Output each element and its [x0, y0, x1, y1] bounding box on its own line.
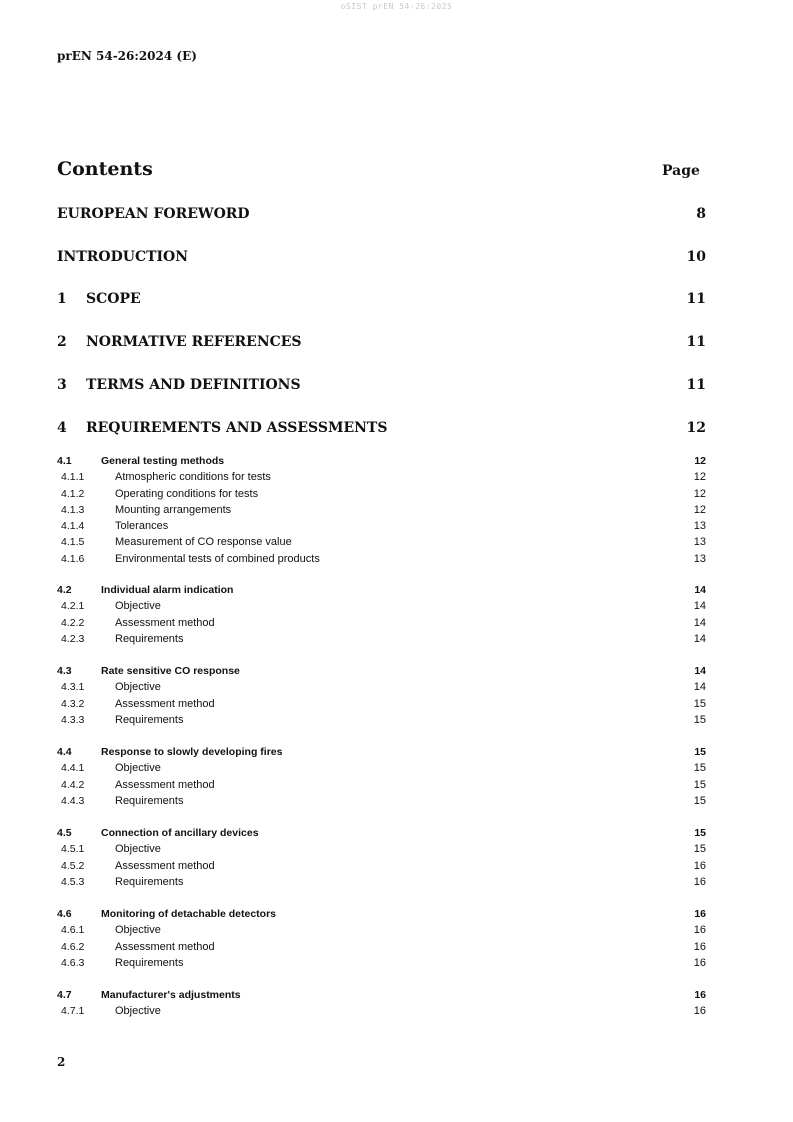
toc-section [57, 663, 706, 728]
toc-entry-number: 4.3.3 [61, 713, 85, 726]
toc-entry-level1[interactable] [57, 204, 706, 224]
toc-entry-level3[interactable] [57, 469, 706, 485]
toc-entry-page: 15 [694, 746, 706, 758]
toc-entry-level3[interactable] [57, 939, 706, 955]
toc-entry-title: Assessment method [115, 616, 215, 629]
toc-entry-title: REQUIREMENTS AND ASSESSMENTS [86, 420, 388, 436]
toc-entry-title: Objective [115, 924, 161, 937]
toc-entry-page: 14 [693, 616, 706, 629]
toc-entry-page: 15 [693, 713, 706, 726]
toc-entry-level2[interactable] [57, 582, 706, 598]
toc-entry-number: 4.5.3 [61, 875, 85, 888]
toc-entry-title: Manufacturer's adjustments [101, 989, 241, 1001]
toc-entry-number: 4.6.1 [61, 924, 85, 937]
toc-entry-page: 14 [694, 665, 706, 677]
toc-entry-level3[interactable] [57, 955, 706, 971]
toc-entry-title: Tolerances [115, 520, 169, 533]
toc-entry-level1[interactable] [57, 247, 706, 267]
toc-entry-number: 4.1.5 [61, 536, 85, 549]
toc-entry-page: 15 [693, 843, 706, 856]
toc-entry-page: 12 [686, 420, 706, 436]
toc-entry-level3[interactable] [57, 486, 706, 502]
toc-entry-title: Objective [115, 762, 161, 775]
toc-entry-page: 12 [693, 471, 706, 484]
toc-entry-level3[interactable] [57, 534, 706, 550]
toc-entry-page: 12 [693, 503, 706, 516]
toc-entry-level3[interactable] [57, 631, 706, 647]
toc-entry-title: Operating conditions for tests [115, 487, 259, 500]
toc-section [57, 582, 706, 647]
toc-entry-page: 12 [694, 455, 706, 467]
toc-entry-number: 4.3.2 [61, 697, 85, 710]
toc-entry-title: Assessment method [115, 940, 215, 953]
toc-entry-title: Connection of ancillary devices [101, 827, 259, 839]
toc-entry-number: 4.4.3 [61, 794, 85, 807]
toc-entry-page: 11 [686, 291, 706, 307]
toc-entry-level1[interactable] [57, 375, 706, 395]
toc-entry-level1[interactable] [57, 289, 706, 309]
toc-entry-number: 4.2.1 [61, 600, 85, 613]
toc-entry-page: 15 [693, 794, 706, 807]
toc-entry-title: Monitoring of detachable detectors [101, 908, 277, 920]
toc-entry-number: 4.1.1 [61, 471, 85, 484]
toc-entry-number: 4.3 [57, 665, 72, 677]
toc-entry-page: 14 [693, 600, 706, 613]
toc-entry-page: 11 [686, 377, 706, 393]
toc-entry-level2[interactable] [57, 453, 706, 469]
toc-entry-page: 14 [694, 584, 706, 596]
toc-entry-number: 4.6 [57, 908, 72, 920]
toc-section [57, 825, 706, 890]
toc-entry-title: TERMS AND DEFINITIONS [86, 377, 301, 393]
toc-entry-title: Requirements [115, 794, 184, 807]
toc-entry-title: Response to slowly developing fires [101, 746, 283, 758]
contents-heading: Contents [57, 158, 153, 180]
toc-entry-level1[interactable] [57, 418, 706, 438]
toc-entry-level3[interactable] [57, 874, 706, 890]
toc-entry-page: 13 [693, 536, 706, 549]
toc-entry-level3[interactable] [57, 922, 706, 938]
toc-entry-level3[interactable] [57, 502, 706, 518]
toc-section [57, 906, 706, 971]
toc-entry-page: 13 [693, 520, 706, 533]
toc-section [57, 987, 706, 1020]
toc-entry-number: 4.4.2 [61, 778, 85, 791]
toc-entry-title: Objective [115, 843, 161, 856]
toc-entry-title: Mounting arrangements [115, 503, 232, 516]
toc-entry-page: 16 [693, 940, 706, 953]
toc-entry-number: 3 [57, 377, 67, 393]
toc-entry-page: 14 [693, 632, 706, 645]
toc-entry-number: 1 [57, 291, 67, 307]
toc-entry-title: Atmospheric conditions for tests [115, 471, 271, 484]
toc-entry-level3[interactable] [57, 760, 706, 776]
toc-entry-page: 16 [693, 924, 706, 937]
toc-entry-level2[interactable] [57, 744, 706, 760]
toc-entry-page: 16 [694, 989, 706, 1001]
toc-entry-level3[interactable] [57, 793, 706, 809]
toc-entry-title: Assessment method [115, 778, 215, 791]
toc-entry-title: NORMATIVE REFERENCES [86, 334, 302, 350]
toc-entry-title: Requirements [115, 632, 184, 645]
toc-entry-number: 4.4 [57, 746, 72, 758]
toc-entry-title: Assessment method [115, 859, 215, 872]
toc-entry-number: 4.2.3 [61, 632, 85, 645]
toc-entry-number: 4.1.6 [61, 552, 85, 565]
toc-entry-level3[interactable] [57, 841, 706, 857]
toc-entry-number: 4.7.1 [61, 1005, 85, 1018]
toc-entry-number: 4.6.3 [61, 956, 85, 969]
toc-entry-page: 10 [686, 249, 706, 265]
toc-section [57, 453, 706, 567]
toc-entry-level2[interactable] [57, 825, 706, 841]
toc-entry-level3[interactable] [57, 598, 706, 614]
toc-entry-title: SCOPE [86, 291, 141, 307]
toc-entry-number: 4.2 [57, 584, 72, 596]
toc-entry-title: Environmental tests of combined products [115, 552, 320, 565]
toc-entry-level3[interactable] [57, 858, 706, 874]
toc-entry-number: 4.5.2 [61, 859, 85, 872]
toc-entry-title: Objective [115, 681, 161, 694]
toc-entry-number: 4.7 [57, 989, 72, 1001]
toc-entry-title: Rate sensitive CO response [101, 665, 240, 677]
toc-entry-page: 15 [694, 827, 706, 839]
watermark: oSIST prEN 54-26:2025 [340, 2, 453, 11]
toc-entry-number: 4 [57, 420, 67, 436]
toc-entry-number: 4.6.2 [61, 940, 85, 953]
toc-entry-page: 8 [696, 206, 706, 222]
toc-entry-number: 2 [57, 334, 67, 350]
toc-entry-page: 16 [693, 875, 706, 888]
toc-entry-number: 4.5 [57, 827, 72, 839]
toc-entry-title: Requirements [115, 713, 184, 726]
toc-section [57, 744, 706, 809]
toc-entry-page: 16 [693, 1005, 706, 1018]
toc-entry-level3[interactable] [57, 1003, 706, 1019]
toc-entry-page: 16 [693, 859, 706, 872]
toc-entry-title: Objective [115, 1005, 161, 1018]
toc-entry-number: 4.1.3 [61, 503, 85, 516]
page-column-heading: Page [662, 163, 700, 179]
toc-entry-level3[interactable] [57, 679, 706, 695]
toc-entry-level3[interactable] [57, 696, 706, 712]
toc-entry-level3[interactable] [57, 777, 706, 793]
toc-entry-page: 15 [693, 697, 706, 710]
toc-entry-level1[interactable] [57, 332, 706, 352]
toc-entry-level3[interactable] [57, 615, 706, 631]
toc-entry-title: Measurement of CO response value [115, 536, 292, 549]
toc-entry-level2[interactable] [57, 906, 706, 922]
toc-entry-level3[interactable] [57, 712, 706, 728]
toc-entry-level2[interactable] [57, 987, 706, 1003]
toc-entry-title: Requirements [115, 956, 184, 969]
toc-entry-page: 16 [694, 908, 706, 920]
toc-entry-title: General testing methods [101, 455, 225, 467]
toc-entry-page: 13 [693, 552, 706, 565]
toc-entry-title: Individual alarm indication [101, 584, 234, 596]
page-number: 2 [57, 1055, 66, 1069]
document-identifier: prEN 54-26:2024 (E) [57, 49, 197, 63]
toc-entry-number: 4.4.1 [61, 762, 85, 775]
toc-entry-title: Objective [115, 600, 161, 613]
toc-entry-number: 4.1 [57, 455, 72, 467]
toc-entry-page: 11 [686, 334, 706, 350]
toc-entry-level2[interactable] [57, 663, 706, 679]
toc-entry-title: Assessment method [115, 697, 215, 710]
toc-entry-page: 15 [693, 778, 706, 791]
toc-entry-number: 4.1.2 [61, 487, 85, 500]
toc-entry-level3[interactable] [57, 551, 706, 567]
toc-entry-title: Requirements [115, 875, 184, 888]
toc-entry-page: 12 [693, 487, 706, 500]
toc-entry-number: 4.2.2 [61, 616, 85, 629]
toc-entry-level3[interactable] [57, 518, 706, 534]
toc-entry-title: EUROPEAN FOREWORD [57, 206, 250, 222]
toc-entry-number: 4.1.4 [61, 520, 85, 533]
toc-entry-number: 4.3.1 [61, 681, 85, 694]
toc-entry-number: 4.5.1 [61, 843, 85, 856]
toc-entry-page: 15 [693, 762, 706, 775]
toc-entry-page: 16 [693, 956, 706, 969]
toc-entry-page: 14 [693, 681, 706, 694]
toc-entry-title: INTRODUCTION [57, 249, 189, 265]
